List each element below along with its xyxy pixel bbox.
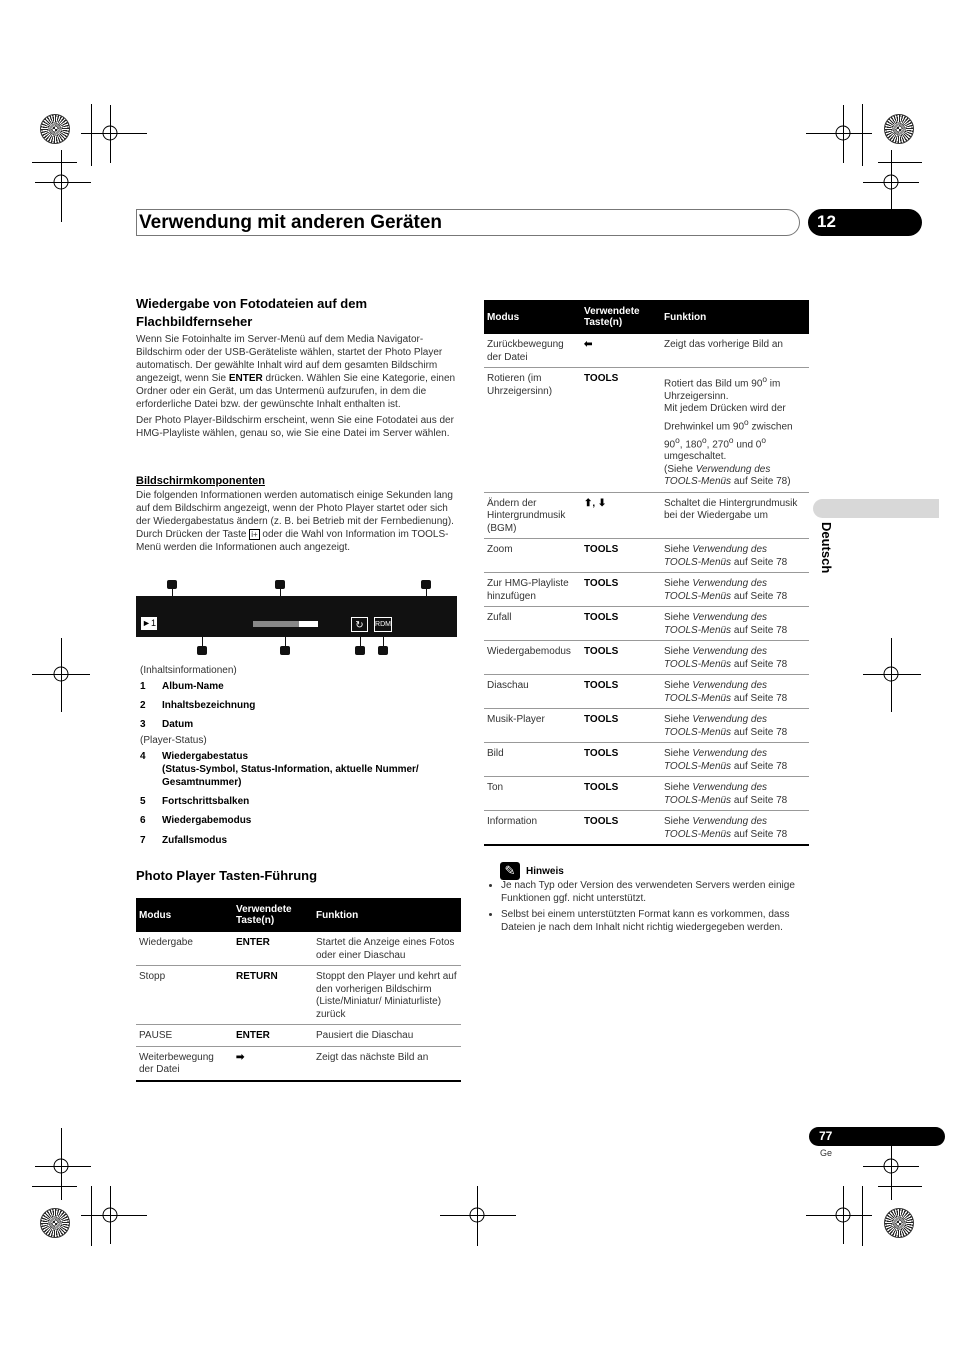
column-header: Funktion bbox=[661, 300, 809, 334]
list-item-detail: Gesamtnummer) bbox=[162, 777, 242, 788]
table-row: Zufall TOOLS Siehe Verwendung des TOOLS-Menüs auf Seite 78 bbox=[484, 607, 809, 641]
table-row: Diaschau TOOLS Siehe Verwendung des TOOLS-Menüs auf Seite 78 bbox=[484, 675, 809, 709]
info-key-icon: i+ bbox=[251, 530, 258, 539]
callout-4 bbox=[197, 646, 207, 655]
section-title: Photo Player Tasten-Führung bbox=[136, 868, 318, 883]
list-item-detail: (Status-Symbol, Status-Information, aktuelle Nummer/ bbox=[162, 764, 419, 775]
note-list bbox=[486, 880, 819, 938]
group-label: (Player-Status) bbox=[140, 735, 207, 746]
status-icon: ►1 bbox=[142, 618, 156, 628]
section-title: Wiedergabe von Fotodateien auf dem Flachbildfernseher bbox=[136, 296, 368, 329]
component-list: (Inhaltsinformationen) 1 Album-Name 2 Inhaltsbezeichnung 3 Datum (Player-Status) 4 Wiedergabestatus (Status-Symbol, Status-Information, aktuelle Nummer/ Gesamtnummer) 5 Fortschrittsbalken 6 Wiedergabemodus 7 Zufallsmodus bbox=[140, 665, 419, 846]
paragraph: Wenn Sie Fotoinhalte im Server-Menü auf dem Media Navigator-Bildschirm oder der USB-Geräteliste wählen, startet der Photo Player automatisch. Der gewählte Inhalt wird auf dem gesamten Bildschirm angezeigt, wenn Sie ENTER drücken. Wählen Sie eine Kategorie, einen Ordner oder ein Gerät, um das Untermenü aufzurufen, in dem die erforderliche Datei bzw. der gewünschte Inhalt enthalten ist. bbox=[136, 334, 456, 410]
note-item: • Selbst bei einem unterstützten Format kann es vorkommen, dass Dateien je nach dem Inhalt nicht richtig wiedergegeben werden. bbox=[501, 909, 819, 934]
column-header: Verwendete Taste(n) bbox=[233, 898, 313, 932]
table-row: Bild TOOLS Siehe Verwendung des TOOLS-Menüs auf Seite 78 bbox=[484, 743, 809, 777]
callout-6 bbox=[355, 646, 365, 655]
table-row: Zurückbewegung der Datei ⬅ Zeigt das vorherige Bild an bbox=[484, 334, 809, 368]
paragraph: Der Photo Player-Bildschirm erscheint, wenn Sie eine Fotodatei aus der HMG-Playliste wählen, genau so, wie Sie eine Datei im Server wählen. bbox=[136, 415, 454, 439]
language-code: Ge bbox=[820, 1148, 833, 1158]
language-label: Deutsch bbox=[819, 522, 834, 574]
key-guide-table bbox=[136, 898, 461, 1082]
table-row: Weiterbewegung der Datei ➡ Zeigt das nächste Bild an bbox=[136, 1046, 461, 1081]
table-header-row bbox=[136, 898, 461, 932]
column-header: Verwendete Taste(n) bbox=[581, 300, 661, 334]
table-row: Wiedergabe ENTER Startet die Anzeige eines Fotos oder einer Diaschau bbox=[136, 932, 461, 966]
table-row: Musik-Player TOOLS Siehe Verwendung des TOOLS-Menüs auf Seite 78 bbox=[484, 709, 809, 743]
table-row: Zur HMG-Playliste hinzufügen TOOLS Siehe Verwendung des TOOLS-Menüs auf Seite 78 bbox=[484, 573, 809, 607]
page-title: Verwendung mit anderen Geräten bbox=[139, 212, 443, 233]
section-screen-components bbox=[136, 475, 462, 554]
language-tab bbox=[813, 499, 939, 518]
page-number: 77 bbox=[819, 1129, 833, 1143]
progress-bar-fill bbox=[253, 621, 299, 627]
paragraph: Die folgenden Informationen werden automatisch einige Sekunden lang auf dem Bildschirm angezeigt, wenn der Photo Player startet oder sich der Wiedergabestatus ändern (z. B. bei Betrieb mit der Fernbedienung). Durch Drücken der Taste i+ oder die Wahl von Information im TOOLS-Menü werden die Informationen auch angezeigt. bbox=[136, 490, 454, 553]
table-row: Zoom TOOLS Siehe Verwendung des TOOLS-Menüs auf Seite 78 bbox=[484, 539, 809, 573]
column-header: Modus bbox=[484, 300, 581, 334]
table-row: Wiedergabemodus TOOLS Siehe Verwendung des TOOLS-Menüs auf Seite 78 bbox=[484, 641, 809, 675]
progress-bar bbox=[253, 621, 318, 627]
note-title: Hinweis bbox=[526, 866, 564, 877]
chapter-header bbox=[136, 209, 800, 236]
table-row: Stopp RETURN Stoppt den Player und kehrt auf den vorherigen Bildschirm (Liste/Miniatur/ Miniaturliste) zurück bbox=[136, 966, 461, 1025]
player-screen bbox=[136, 596, 457, 637]
page-number-box bbox=[809, 1127, 945, 1146]
note-pencil-icon: ✎ bbox=[500, 862, 520, 880]
section-photo-playback bbox=[136, 295, 466, 440]
table-row: Ton TOOLS Siehe Verwendung des TOOLS-Menüs auf Seite 78 bbox=[484, 777, 809, 811]
random-mode-icon: RDM bbox=[374, 617, 392, 632]
table-row: PAUSE ENTER Pausiert die Diaschau bbox=[136, 1025, 461, 1047]
group-label: (Inhaltsinformationen) bbox=[140, 665, 237, 676]
chapter-number-badge bbox=[808, 209, 922, 236]
column-header: Funktion bbox=[313, 898, 461, 932]
callout-7 bbox=[378, 646, 388, 655]
note-item: • Je nach Typ oder Version des verwendeten Servers werden einige Funktionen ggf. nicht unterstützt. bbox=[501, 880, 819, 905]
subsection-title: Bildschirmkomponenten bbox=[136, 475, 265, 487]
table-row: Rotieren (im Uhrzeigersinn) TOOLS Rotiert das Bild um 90$^o$ im Uhrzeigersinn. Mit jedem Drücken wird der Drehwinkel um 90$^o$ zwischen 90$^o$, 180$^o$, 270$^o$ und 0$^o$ umgeschaltet. (Siehe Verwendung des TOOLS-Menüs auf Seite 78) bbox=[484, 368, 809, 493]
playback-mode-icon: ↻ bbox=[351, 617, 368, 632]
table-row: Ändern der Hintergrundmusik (BGM) ⬆, ⬇ Schaltet die Hintergrundmusik bei der Wiedergabe um bbox=[484, 492, 809, 539]
column-header: Modus bbox=[136, 898, 233, 932]
callout-5 bbox=[280, 646, 290, 655]
table-header-row bbox=[484, 300, 809, 334]
key-guide-table-continued bbox=[484, 300, 809, 846]
table-row: Information TOOLS Siehe Verwendung des TOOLS-Menüs auf Seite 78 bbox=[484, 811, 809, 846]
chapter-number: 12 bbox=[817, 212, 836, 231]
